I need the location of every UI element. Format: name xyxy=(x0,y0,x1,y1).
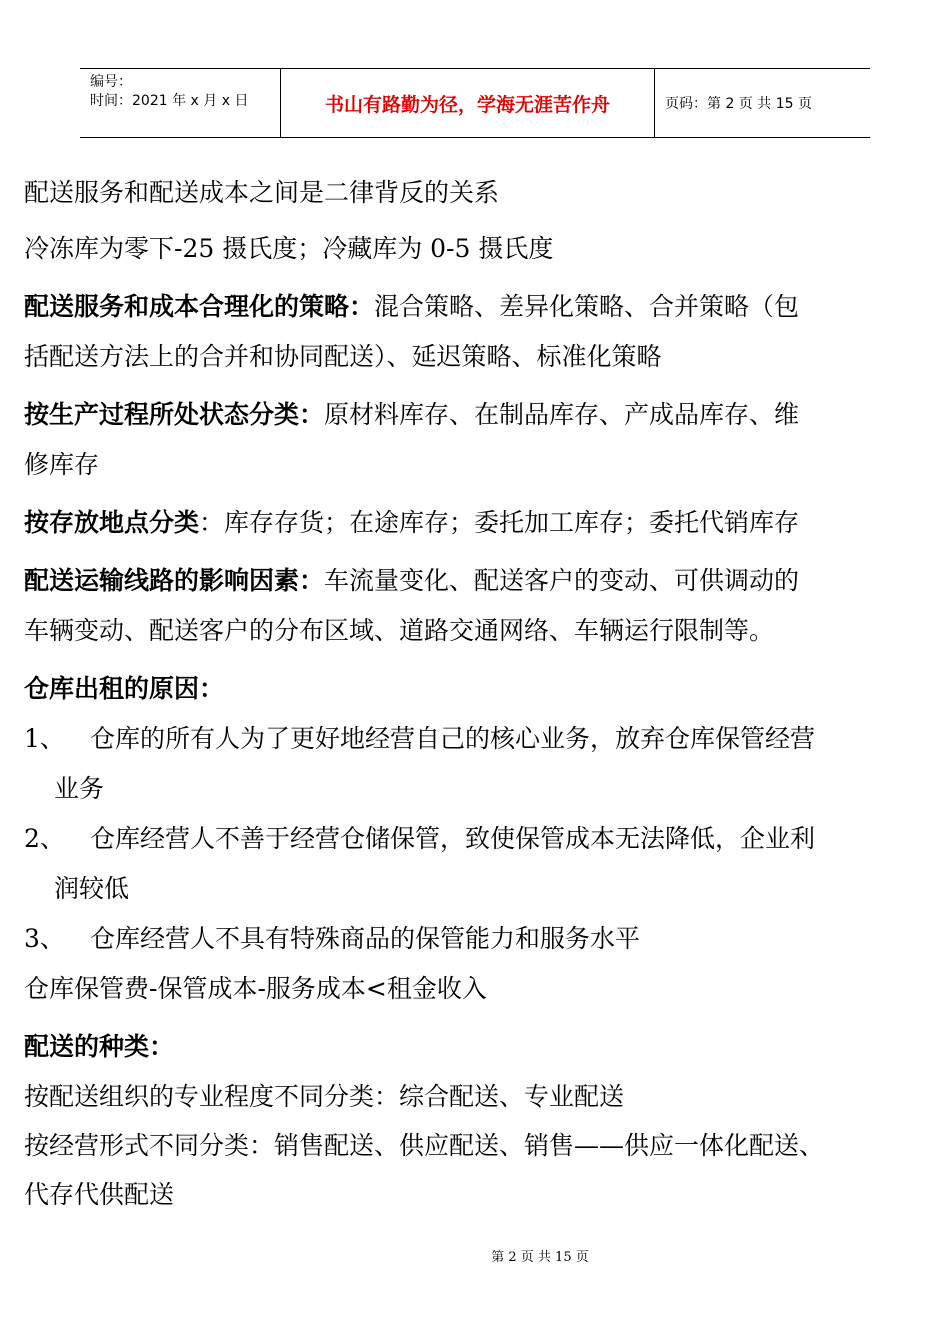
list-continuation: 润较低 xyxy=(54,874,130,903)
paragraph: 按配送组织的专业程度不同分类：综合配送、专业配送 xyxy=(24,1082,625,1111)
paragraph: 冷冻库为零下-25 摄氏度；冷藏库为 0-5 摄氏度 xyxy=(24,234,554,263)
paragraph: 配送服务和配送成本之间是二律背反的关系 xyxy=(24,178,500,207)
header-meta-cell xyxy=(80,69,281,137)
formula-line: 仓库保管费-保管成本-服务成本<租金收入 xyxy=(24,974,487,1003)
section-heading: 配送的种类： xyxy=(24,1032,175,1061)
list-text: 仓库经营人不具有特殊商品的保管能力和服务水平 xyxy=(90,924,641,953)
list-item xyxy=(24,714,924,764)
types-section xyxy=(24,1022,924,1219)
list-continuation: 业务 xyxy=(54,774,105,803)
page-footer: 第 2 页 共 15 页 xyxy=(491,1250,589,1265)
list-item xyxy=(24,914,924,964)
list-number: 2、 xyxy=(24,824,65,853)
document-header xyxy=(80,68,870,138)
list-number: 1、 xyxy=(24,724,65,753)
section-text: 车流量变化、配送客户的变动、可供调动的 xyxy=(324,566,800,595)
route-section xyxy=(24,556,924,656)
time-label: 时间：2021 年 x 月 x 日 xyxy=(90,93,249,109)
list-text: 仓库的所有人为了更好地经营自己的核心业务，放弃仓库保管经营 xyxy=(90,724,816,753)
section-text: 原材料库存、在制品库存、产成品库存、维 xyxy=(324,400,800,429)
section-text: 混合策略、差异化策略、合并策略（包 xyxy=(374,292,800,321)
section-heading: 按生产过程所处状态分类： xyxy=(24,400,325,429)
section-heading: 配送服务和成本合理化的策略： xyxy=(24,292,375,321)
production-section xyxy=(24,390,924,490)
location-section xyxy=(24,498,924,548)
header-page-info: 页码：第 2 页 共 15 页 xyxy=(665,96,812,112)
rent-section xyxy=(24,664,924,1014)
section-heading: 仓库出租的原因： xyxy=(24,674,225,703)
code-label: 编号： xyxy=(90,74,132,90)
section-heading: 配送运输线路的影响因素： xyxy=(24,566,325,595)
section-heading: 按存放地点分类 xyxy=(24,508,200,537)
section-text: 车辆变动、配送客户的分布区域、道路交通网络、车辆运行限制等。 xyxy=(24,616,775,645)
section-text: ：库存存货；在途库存；委托加工库存；委托代销库存 xyxy=(199,508,800,537)
section-text: 括配送方法上的合并和协同配送）、延迟策略、标准化策略 xyxy=(24,342,662,371)
list-item xyxy=(24,814,924,864)
list-number: 3、 xyxy=(24,924,65,953)
header-motto: 书山有路勤为径，学海无涯苦作舟 xyxy=(281,69,655,137)
paragraph: 代存代供配送 xyxy=(24,1180,175,1209)
document-body xyxy=(24,168,924,1219)
paragraph: 按经营形式不同分类：销售配送、供应配送、销售——供应一体化配送、 xyxy=(24,1131,825,1160)
list-text: 仓库经营人不善于经营仓储保管，致使保管成本无法降低，企业利 xyxy=(90,824,816,853)
strategy-section xyxy=(24,282,924,382)
section-text: 修库存 xyxy=(24,450,100,479)
